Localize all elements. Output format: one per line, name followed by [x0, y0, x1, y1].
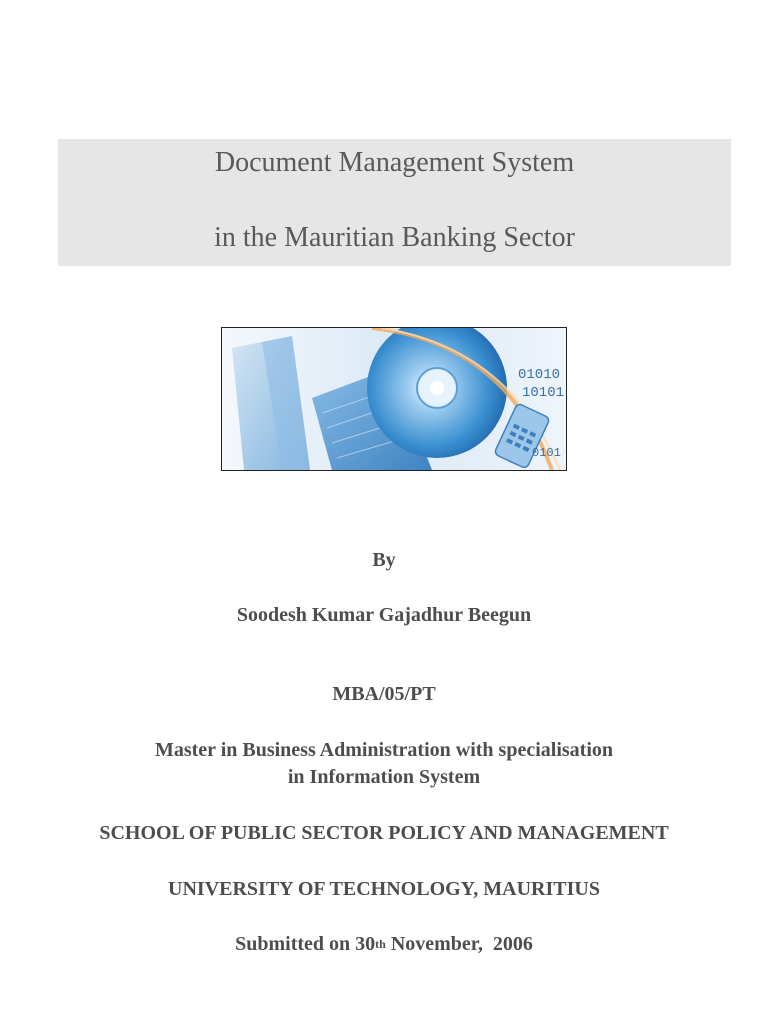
document-title-line-2: in the Mauritian Banking Sector	[214, 222, 575, 253]
binary-text-3: 0101	[532, 446, 561, 460]
by-label: By	[372, 549, 396, 571]
program-line-2: in Information System	[287, 766, 481, 788]
binary-text-2: 10101	[522, 385, 565, 401]
submission-date-suffix: November, 2006	[385, 933, 533, 955]
author-name: Soodesh Kumar Gajadhur Beegun	[236, 604, 532, 626]
university-name: UNIVERSITY OF TECHNOLOGY, MAURITIUS	[168, 878, 600, 900]
school-name: SCHOOL OF PUBLIC SECTOR POLICY AND MANAGEMENT	[99, 822, 669, 844]
submission-date-prefix: Submitted on 30	[235, 933, 376, 955]
title-box	[58, 139, 731, 266]
program-code: MBA/05/PT	[332, 683, 436, 705]
submission-date	[0, 933, 768, 956]
program-line-1: Master in Business Administration with specialisation	[154, 739, 614, 761]
submission-date-ordinal: th	[375, 937, 386, 951]
document-title-line-1: Document Management System	[214, 147, 575, 178]
binary-text-1: 01010	[518, 367, 561, 383]
cover-illustration-graphic	[222, 328, 566, 470]
cover-illustration	[221, 327, 567, 471]
